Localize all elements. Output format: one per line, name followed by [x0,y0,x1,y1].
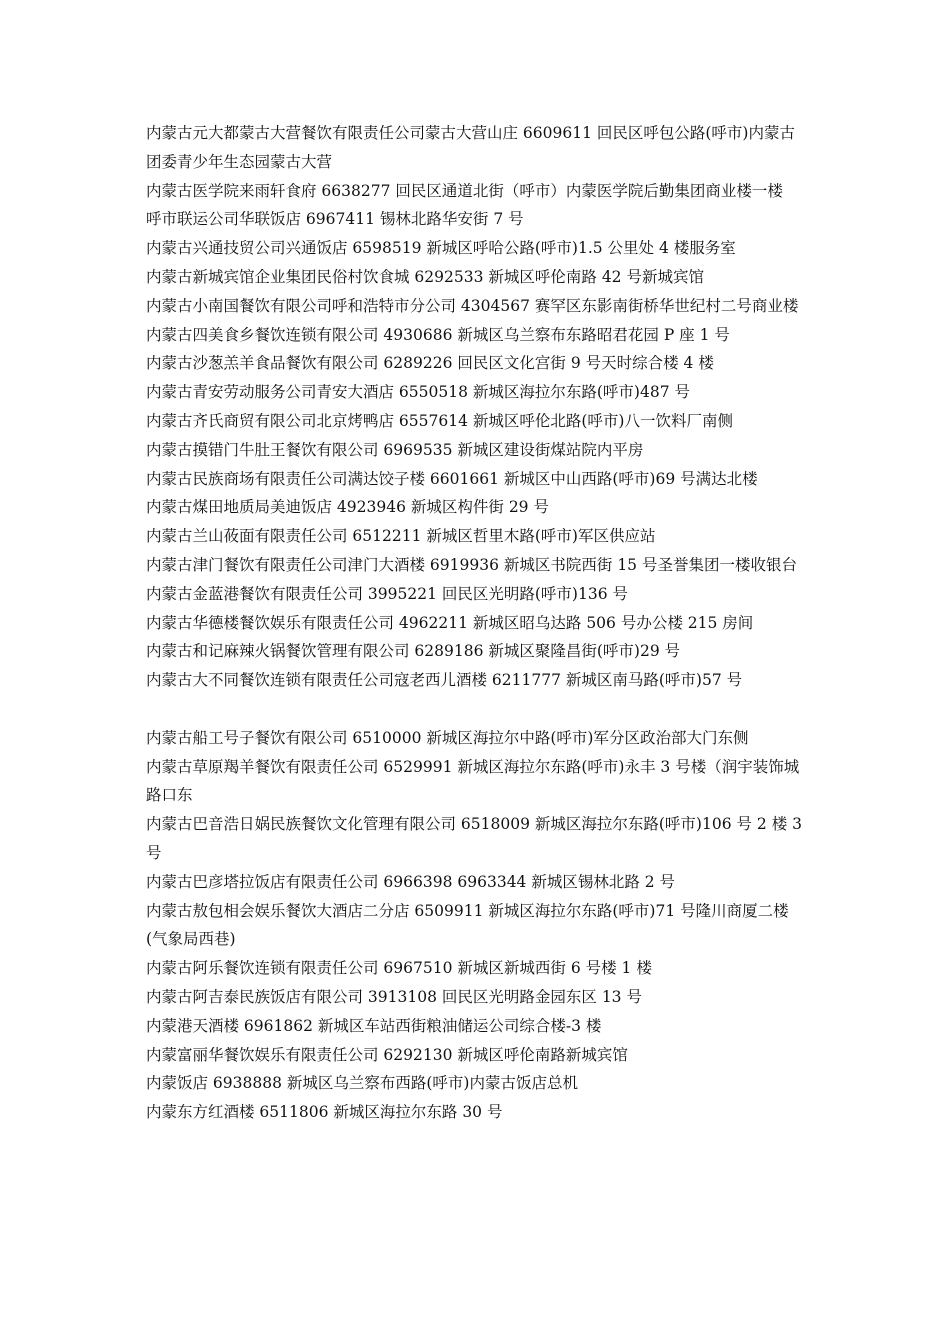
directory-entry: 内蒙古兰山莜面有限责任公司 6512211 新城区哲里木路(呼市)军区供应站 [146,527,656,546]
directory-entry: 内蒙古兴通技贸公司兴通饭店 6598519 新城区呼哈公路(呼市)1.5 公里处 4 楼服务室 [146,239,736,258]
directory-entry: 内蒙古煤田地质局美迪饭店 4923946 新城区构件街 29 号 [146,498,549,517]
directory-entry: 内蒙古船工号子餐饮有限公司 6510000 新城区海拉尔中路(呼市)军分区政治部大门东侧 [146,728,749,747]
directory-entry: 内蒙饭店 6938888 新城区乌兰察布西路(呼市)内蒙古饭店总机 [146,1074,578,1093]
directory-entry: 内蒙古元大都蒙古大营餐饮有限责任公司蒙古大营山庄 6609611 回民区呼包公路(呼市)内蒙古团委青少年生态园蒙古大营 [146,124,795,171]
directory-entry: 内蒙古新城宾馆企业集团民俗村饮食城 6292533 新城区呼伦南路 42 号新城宾馆 [146,267,704,286]
directory-entry: 内蒙古四美食乡餐饮连锁有限公司 4930686 新城区乌兰察布东路昭君花园 P 座 1 号 [146,325,730,344]
directory-entry: 内蒙古金蓝港餐饮有限责任公司 3995221 回民区光明路(呼市)136 号 [146,584,628,603]
directory-entry: 内蒙古巴彦塔拉饭店有限责任公司 6966398 6963344 新城区锡林北路 2 号 [146,872,676,891]
directory-entry: 内蒙古大不同餐饮连锁有限责任公司寇老西儿酒楼 6211777 新城区南马路(呼市)57 号 [146,671,743,690]
directory-entry: 内蒙古摸错门牛肚王餐饮有限公司 6969535 新城区建设街煤站院内平房 [146,440,644,459]
directory-entry: 内蒙古小南国餐饮有限公司呼和浩特市分公司 4304567 赛罕区东影南街桥华世纪村二号商业楼 [146,296,799,315]
directory-entry: 内蒙东方红酒楼 6511806 新城区海拉尔东路 30 号 [146,1103,503,1122]
directory-entry: 内蒙古阿吉泰民族饭店有限公司 3913108 回民区光明路金园东区 13 号 [146,987,642,1006]
directory-entry: 内蒙古津门餐饮有限责任公司津门大酒楼 6919936 新城区书院西街 15 号圣誉集团一楼收银台 [146,555,797,574]
directory-entry: 内蒙古齐氏商贸有限公司北京烤鸭店 6557614 新城区呼伦北路(呼市)八一饮料厂南侧 [146,411,733,430]
directory-entry: 内蒙港天酒楼 6961862 新城区车站西街粮油储运公司综合楼-3 楼 [146,1016,602,1035]
directory-entry: 内蒙古草原羯羊餐饮有限责任公司 6529991 新城区海拉尔东路(呼市)永丰 3 号楼（润宇装饰城路口东 [146,757,800,805]
directory-entry: 内蒙古华德楼餐饮娱乐有限责任公司 4962211 新城区昭乌达路 506 号办公楼 215 房间 [146,613,754,632]
directory-entry: 内蒙古巴音浩日娲民族餐饮文化管理有限公司 6518009 新城区海拉尔东路(呼市)106 号 2 楼 3 号 [146,815,802,862]
directory-entry: 呼市联运公司华联饭店 6967411 锡林北路华安街 7 号 [146,210,524,229]
directory-section-1 [146,119,810,695]
directory-entry: 内蒙富丽华餐饮娱乐有限责任公司 6292130 新城区呼伦南路新城宾馆 [146,1045,628,1064]
directory-entry: 内蒙古医学院来雨轩食府 6638277 回民区通道北街（呼市）内蒙医学院后勤集团商业楼一楼 [146,181,783,200]
directory-entry: 内蒙古沙葱羔羊食品餐饮有限公司 6289226 回民区文化宫街 9 号天时综合楼 4 楼 [146,354,714,373]
directory-entry: 内蒙古民族商场有限责任公司满达饺子楼 6601661 新城区中山西路(呼市)69 号满达北楼 [146,469,758,488]
restaurant-directory [146,119,810,1127]
directory-entry: 内蒙古和记麻辣火锅餐饮管理有限公司 6289186 新城区聚隆昌街(呼市)29 号 [146,642,681,661]
directory-entry: 内蒙古青安劳动服务公司青安大酒店 6550518 新城区海拉尔东路(呼市)487 号 [146,383,690,402]
directory-entry: 内蒙古阿乐餐饮连锁有限责任公司 6967510 新城区新城西街 6 号楼 1 楼 [146,959,652,978]
directory-entry: 内蒙古敖包相会娱乐餐饮大酒店二分店 6509911 新城区海拉尔东路(呼市)71 号隆川商厦二楼(气象局西巷) [146,901,789,949]
directory-section-2 [146,724,810,1127]
blank-line [146,695,810,724]
